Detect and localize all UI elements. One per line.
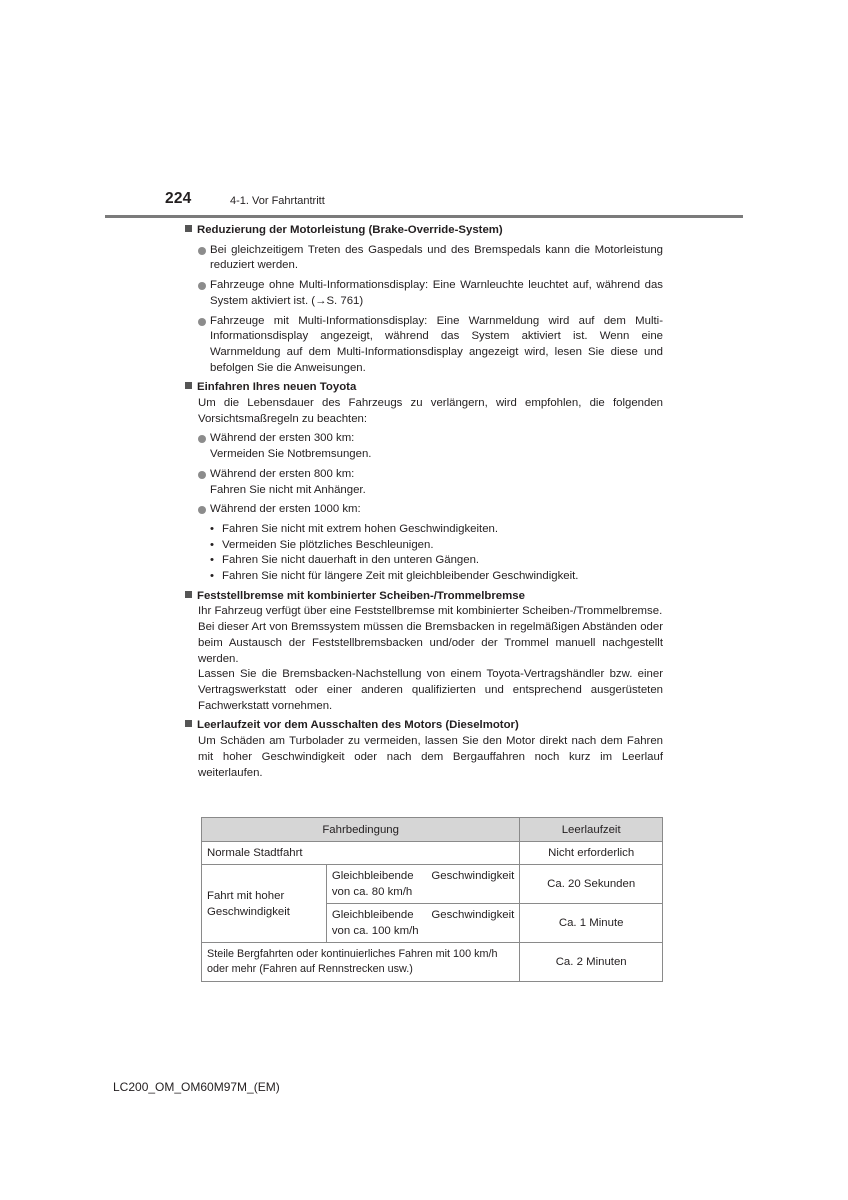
table-cell: Steile Bergfahrten oder kontinuierliches Fahren mit 100 km/h oder mehr (Fahren auf Rennstrecken usw.) <box>202 943 520 982</box>
list-item-line: Fahren Sie nicht mit Anhänger. <box>210 483 366 496</box>
table-cell: Ca. 20 Sekunden <box>520 865 663 904</box>
table-row <box>202 865 663 904</box>
sub-bullet-text: Fahren Sie nicht mit extrem hohen Geschwindigkeiten. <box>222 522 499 535</box>
section-title: Reduzierung der Motorleistung (Brake-Override-System) <box>197 224 503 236</box>
section-heading <box>185 718 663 734</box>
list-item-line: Während der ersten 800 km: <box>210 467 355 480</box>
list-item-text <box>210 467 663 498</box>
sub-bullet-item <box>210 538 663 554</box>
dot-bullet-icon: • <box>210 522 214 535</box>
square-bullet-icon <box>185 225 192 232</box>
list-item-line: Während der ersten 300 km: <box>210 432 355 445</box>
dot-bullet-icon: • <box>210 538 214 551</box>
header-rule <box>105 215 743 218</box>
circle-bullet-icon <box>198 318 206 326</box>
idle-time-table <box>201 817 663 982</box>
table-cell: Fahrt mit hoher Geschwindigkeit <box>202 865 327 943</box>
list-item <box>198 467 663 498</box>
section-title: Feststellbremse mit kombinierter Scheiben-/Trommelbremse <box>197 589 525 602</box>
paragraph: Bei dieser Art von Bremssystem müssen die Bremsbacken in regelmäßigen Abständen oder beim Austausch der Feststellbremsbacken und/oder der Trommel manuell nachgestellt werden. <box>198 621 663 665</box>
footer-code: LC200_OM_OM60M97M_(EM) <box>113 1080 280 1094</box>
section-heading <box>185 589 663 605</box>
paragraph: Um die Lebensdauer des Fahrzeugs zu verlängern, wird empfohlen, die folgenden Vorsichtsmaßregeln zu beachten: <box>198 397 663 425</box>
list-item-text: Während der ersten 1000 km: <box>210 503 361 516</box>
page-number: 224 <box>165 190 192 207</box>
table-cell: Nicht erforderlich <box>520 842 663 865</box>
list-item-text: Fahrzeuge mit Multi-Informationsdisplay: Eine Warnmeldung wird auf dem Multi-Informationsdisplay angezeigt, während das System aktiviert ist. Wenn eine Warnmeldung auf dem Multi-Informationsdisplay angezeigt wird, lesen Sie diese und befolgen Sie die Anweisungen. <box>210 314 663 374</box>
circle-bullet-icon <box>198 282 206 290</box>
list-item-text <box>210 431 663 462</box>
list-item-text: Fahrzeuge ohne Multi-Informationsdisplay: Eine Warnleuchte leuchtet auf, während das System aktiviert ist. (→S. 761) <box>210 279 663 307</box>
section-title: Leerlaufzeit vor dem Ausschalten des Motors (Dieselmotor) <box>197 719 519 732</box>
list-item <box>198 502 663 518</box>
table-cell: Gleichbleibende Geschwindigkeit von ca. 80 km/h <box>326 865 520 904</box>
table-cell: Ca. 2 Minuten <box>520 943 663 982</box>
list-item <box>198 243 663 274</box>
list-item <box>198 314 663 377</box>
section-heading <box>185 223 663 239</box>
sub-bullet-text: Fahren Sie nicht für längere Zeit mit gleichbleibender Geschwindigkeit. <box>222 570 579 583</box>
square-bullet-icon <box>185 720 192 727</box>
table-header-cell: Leerlaufzeit <box>520 818 663 842</box>
table-cell: Ca. 1 Minute <box>520 904 663 943</box>
dot-bullet-icon: • <box>210 554 214 567</box>
list-item <box>198 431 663 462</box>
circle-bullet-icon <box>198 435 206 443</box>
sub-bullet-text: Vermeiden Sie plötzliches Beschleunigen. <box>222 538 434 551</box>
table-header-row <box>202 818 663 842</box>
table-header-cell: Fahrbedingung <box>202 818 520 842</box>
circle-bullet-icon <box>198 471 206 479</box>
list-item <box>198 278 663 309</box>
sub-bullet-text: Fahren Sie nicht dauerhaft in den unteren Gängen. <box>222 554 480 567</box>
page-content <box>185 223 663 781</box>
paragraph: Um Schäden am Turbolader zu vermeiden, lassen Sie den Motor direkt nach dem Fahren mit hoher Geschwindigkeit oder nach dem Bergauffahren noch kurz im Leerlauf weiterlaufen. <box>198 735 663 779</box>
square-bullet-icon <box>185 382 192 389</box>
table-row <box>202 943 663 982</box>
list-item-line: Vermeiden Sie Notbremsungen. <box>210 448 372 461</box>
sub-bullet-item <box>210 569 663 585</box>
circle-bullet-icon <box>198 506 206 514</box>
paragraph: Lassen Sie die Bremsbacken-Nachstellung von einem Toyota-Vertragshändler bzw. einer Vertragswerkstatt oder einer anderen qualifizierten und entsprechend ausgerüsteten Fachwerkstatt vornehmen. <box>198 668 663 712</box>
section-heading <box>185 380 663 396</box>
sub-bullet-item <box>210 553 663 569</box>
table-row <box>202 842 663 865</box>
list-item-text: Bei gleichzeitigem Treten des Gaspedals und des Bremspedals kann die Motorleistung reduziert werden. <box>210 243 663 272</box>
chapter-title: 4-1. Vor Fahrtantritt <box>230 195 325 207</box>
table-cell: Normale Stadtfahrt <box>202 842 520 865</box>
square-bullet-icon <box>185 591 192 598</box>
dot-bullet-icon: • <box>210 570 214 583</box>
circle-bullet-icon <box>198 247 206 255</box>
paragraph: Ihr Fahrzeug verfügt über eine Feststellbremse mit kombinierter Scheiben-/Trommelbremse. <box>198 605 663 618</box>
sub-bullet-list <box>210 522 663 585</box>
sub-bullet-item <box>210 522 663 538</box>
section-title: Einfahren Ihres neuen Toyota <box>197 381 357 394</box>
table-cell: Gleichbleibende Geschwindigkeit von ca. 100 km/h <box>326 904 520 943</box>
